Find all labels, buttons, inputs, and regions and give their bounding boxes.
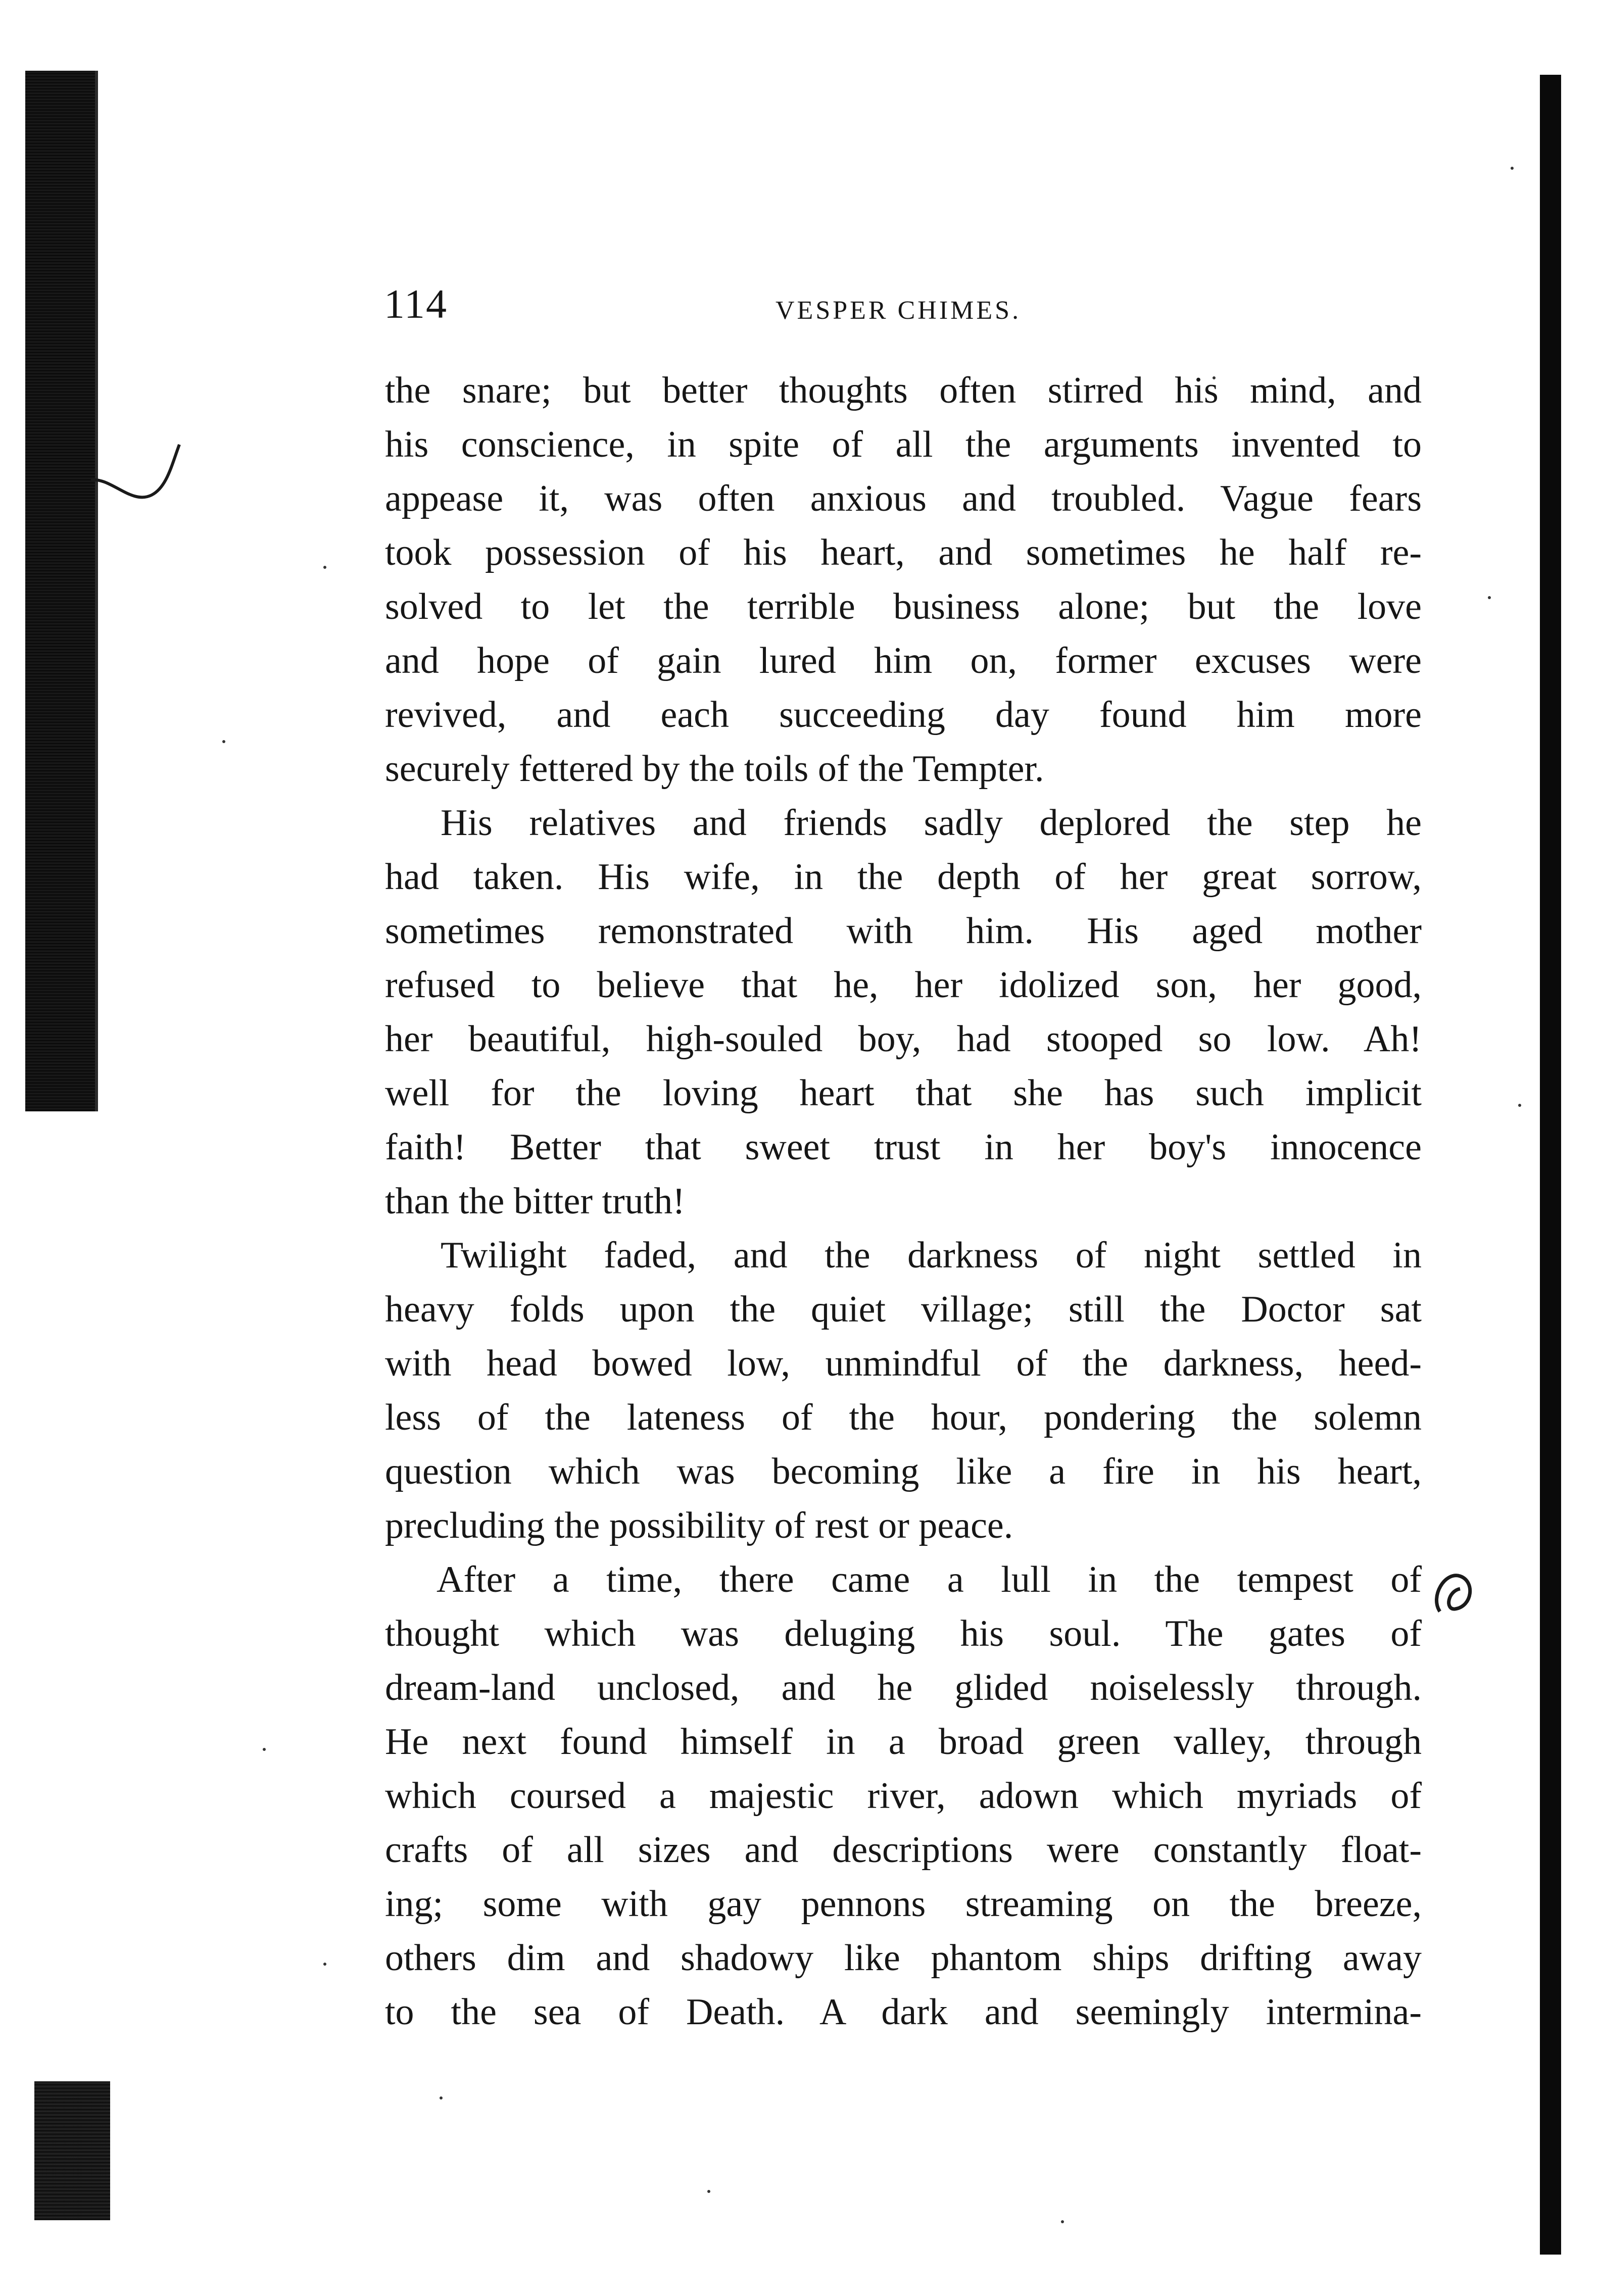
- margin-pen-mark-right: [1425, 1561, 1485, 1622]
- text-line: faith! Better that sweet trust in her boy's innocence: [385, 1127, 1422, 1168]
- text-line: thought which was deluging his soul. The gates of: [385, 1613, 1422, 1654]
- text-line: solved to let the terrible business alone; but the love: [385, 586, 1422, 627]
- text-line: appease it, was often anxious and troubled. Vague fears: [385, 478, 1422, 519]
- text-line: well for the loving heart that she has such implicit: [385, 1072, 1422, 1114]
- text-line: took possession of his heart, and sometimes he half re-: [385, 532, 1422, 573]
- text-line: question which was becoming like a fire in his heart,: [385, 1451, 1422, 1492]
- text-line: than the bitter truth!: [385, 1181, 685, 1222]
- text-line: to the sea of Death. A dark and seemingly intermina-: [385, 1991, 1422, 2033]
- text-line: his conscience, in spite of all the arguments invented to: [385, 424, 1422, 465]
- scan-page-edge-right: [1540, 75, 1561, 2255]
- text-line: her beautiful, high-souled boy, had stooped so low. Ah!: [385, 1018, 1422, 1060]
- paragraph-start-line: After a time, there came a lull in the tempest of: [437, 1559, 1422, 1600]
- text-line: and hope of gain lured him on, former excuses were: [385, 640, 1422, 681]
- text-line: heavy folds upon the quiet village; still the Doctor sat: [385, 1289, 1422, 1330]
- page-header: [384, 280, 1071, 336]
- text-line: securely fettered by the toils of the Tempter.: [385, 748, 1044, 790]
- text-line: had taken. His wife, in the depth of her great sorrow,: [385, 856, 1422, 898]
- text-line: less of the lateness of the hour, pondering the solemn: [385, 1397, 1422, 1438]
- text-line: others dim and shadowy like phantom ships drifting away: [385, 1937, 1422, 1979]
- text-line: sometimes remonstrated with him. His aged mother: [385, 910, 1422, 952]
- margin-pen-mark-left: [91, 434, 192, 515]
- text-line: precluding the possibility of rest or peace.: [385, 1505, 1013, 1546]
- text-line: with head bowed low, unmindful of the darkness, heed-: [385, 1343, 1422, 1384]
- scan-binding-edge-bottom: [34, 2081, 110, 2220]
- text-line: dream-land unclosed, and he glided noiselessly through.: [385, 1667, 1422, 1708]
- text-line: revived, and each succeeding day found him more: [385, 694, 1422, 736]
- text-line: He next found himself in a broad green valley, through: [385, 1721, 1422, 1763]
- text-line: the snare; but better thoughts often stirred his mind, and: [385, 370, 1422, 411]
- paragraph-start-line: His relatives and friends sadly deplored the step he: [441, 802, 1422, 844]
- text-line: crafts of all sizes and descriptions were constantly float-: [385, 1829, 1422, 1871]
- text-line: which coursed a majestic river, adown which myriads of: [385, 1775, 1422, 1817]
- text-line: ing; some with gay pennons streaming on the breeze,: [385, 1883, 1422, 1925]
- text-line: refused to believe that he, her idolized son, her good,: [385, 964, 1422, 1006]
- scan-binding-edge-top: [25, 71, 98, 1111]
- paragraph-start-line: Twilight faded, and the darkness of night settled in: [441, 1235, 1422, 1276]
- page-number: 114: [384, 281, 448, 327]
- body-text: [385, 364, 1422, 2039]
- running-head: VESPER CHIMES.: [776, 296, 1022, 325]
